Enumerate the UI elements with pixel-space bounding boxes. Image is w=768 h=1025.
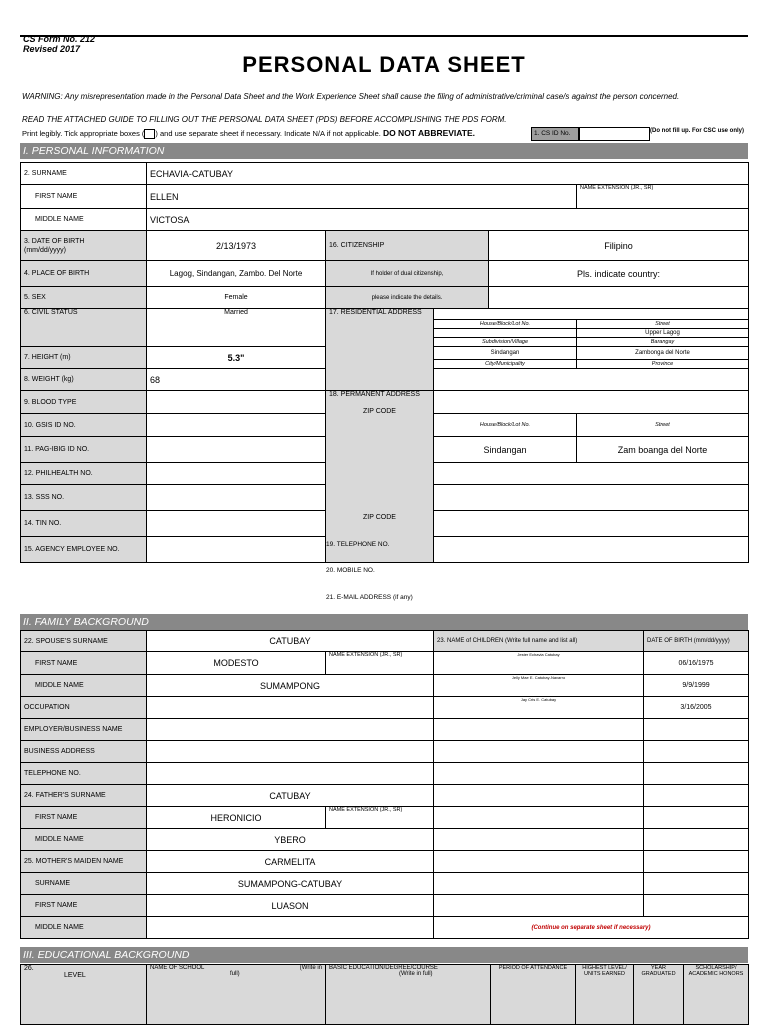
top-border <box>20 35 748 37</box>
permanent-address-label: 18. PERMANENT ADDRESS <box>326 391 434 563</box>
child-5-dob[interactable] <box>644 741 749 763</box>
father-middle-name-field[interactable]: YBERO <box>147 829 434 851</box>
mother-first-name-field[interactable]: LUASON <box>147 895 434 917</box>
child-4-dob[interactable] <box>644 719 749 741</box>
mobile-field[interactable] <box>434 511 749 537</box>
child-2-name[interactable]: Jelly Mae E. Catubay-Navarro <box>434 675 644 697</box>
child-11-dob[interactable] <box>644 873 749 895</box>
cs-id-label: 1. CS ID No. <box>531 127 580 141</box>
employer-label: EMPLOYER/BUSINESS NAME <box>21 719 147 741</box>
edu-highest-header: HIGHEST LEVEL/ UNITS EARNED <box>576 965 634 1025</box>
res-house-value[interactable] <box>434 309 749 320</box>
sss-field[interactable] <box>147 485 326 511</box>
civil-status-field[interactable]: Married <box>147 309 326 347</box>
warning-text: WARNING: Any misrepresentation made in the Personal Data Sheet and the Work Experience Sheet shall cause the filing of administrative/criminal case/s against the person concerned. <box>22 92 680 101</box>
dual-citizenship-note-2: please indicate the details. <box>326 287 489 309</box>
res-subdivision-label: Subdivision/Village <box>434 338 577 347</box>
child-9-name[interactable] <box>434 829 644 851</box>
perm-house-label: House/Block/Lot No. <box>434 414 577 437</box>
agency-employee-label: 15. AGENCY EMPLOYEE NO. <box>21 537 147 563</box>
child-8-name[interactable] <box>434 807 644 829</box>
child-3-dob[interactable]: 3/16/2005 <box>644 697 749 719</box>
spouse-name-extension[interactable]: NAME EXTENSION (JR., SR) <box>326 652 434 675</box>
child-dob-label: DATE OF BIRTH (mm/dd/yyyy) <box>644 631 749 652</box>
middle-name-field[interactable]: VICTOSA <box>147 209 749 231</box>
res-barangay-value[interactable]: Upper Lagog <box>577 329 749 338</box>
edu-write-in: (Write in <box>299 965 322 971</box>
child-9-dob[interactable] <box>644 829 749 851</box>
dob-field[interactable]: 2/13/1973 <box>147 231 326 261</box>
child-4-name[interactable] <box>434 719 644 741</box>
pagibig-field[interactable] <box>147 437 326 463</box>
form-number <box>23 34 95 54</box>
pagibig-label: 11. PAG-IBIG ID NO. <box>21 437 147 463</box>
spouse-middle-name-label: MIDDLE NAME <box>21 675 147 697</box>
father-first-name-label: FIRST NAME <box>21 807 147 829</box>
child-10-name[interactable] <box>434 851 644 873</box>
spouse-surname-field[interactable]: CATUBAY <box>147 631 434 652</box>
edu-course-header <box>326 965 491 1025</box>
father-surname-field[interactable]: CATUBAY <box>147 785 434 807</box>
occupation-label: OCCUPATION <box>21 697 147 719</box>
print-legibly-text <box>22 128 475 139</box>
mother-first-name-label: FIRST NAME <box>21 895 147 917</box>
child-7-name[interactable] <box>434 785 644 807</box>
child-10-dob[interactable] <box>644 851 749 873</box>
edu-period-header: PERIOD OF ATTENDANCE <box>491 965 576 1025</box>
spouse-first-name-label: FIRST NAME <box>21 652 147 675</box>
country-field[interactable]: Pls. indicate country: <box>489 261 749 287</box>
edu-course-text: BASIC EDUCATION/DEGREE/COURSE <box>329 965 438 971</box>
res-house-label: House/Block/Lot No. <box>434 320 577 329</box>
section-educational-background: III. EDUCATIONAL BACKGROUND <box>20 947 748 963</box>
sss-label: 13. SSS NO. <box>21 485 147 511</box>
spouse-middle-name-field[interactable]: SUMAMPONG <box>147 675 434 697</box>
pob-field[interactable]: Lagog, Sindangan, Zambo. Del Norte <box>147 261 326 287</box>
child-1-dob[interactable]: 06/16/1975 <box>644 652 749 675</box>
civil-status-label: 6. CIVIL STATUS <box>21 309 147 347</box>
citizenship-field[interactable]: Filipino <box>489 231 749 261</box>
email-field[interactable] <box>434 537 749 563</box>
child-1-name[interactable]: Jester Echavia Catubay <box>434 652 644 675</box>
child-8-dob[interactable] <box>644 807 749 829</box>
perm-street-label: Street <box>577 414 749 437</box>
mobile-label: 20. MOBILE NO. <box>326 567 375 574</box>
name-extension-field[interactable]: NAME EXTENSION (JR., SR) <box>577 185 749 209</box>
spouse-telephone-label: TELEPHONE NO. <box>21 763 147 785</box>
child-7-dob[interactable] <box>644 785 749 807</box>
pob-label: 4. PLACE OF BIRTH <box>21 261 147 287</box>
child-12-dob[interactable] <box>644 895 749 917</box>
edu-number: 26. <box>24 965 34 972</box>
do-not-abbreviate: DO NOT ABBREVIATE. <box>382 128 476 138</box>
perm-province-value[interactable]: Zam boanga del Norte <box>577 437 749 463</box>
email-label: 21. E-MAIL ADDRESS (if any) <box>326 594 413 601</box>
spouse-surname-label: 22. SPOUSE'S SURNAME <box>21 631 147 652</box>
mother-maiden-label: 25. MOTHER'S MAIDEN NAME <box>21 851 147 873</box>
gsis-field[interactable] <box>147 414 326 437</box>
weight-label: 8. WEIGHT (kg) <box>21 369 147 391</box>
print-legibly-2: ) and use separate sheet if necessary. Indicate N/A if not applicable. <box>155 129 381 138</box>
perm-house-value[interactable] <box>434 391 749 414</box>
dob-format-text: (mm/dd/yyyy) <box>24 246 66 254</box>
section-family-background: II. FAMILY BACKGROUND <box>20 614 748 630</box>
perm-zip-label: ZIP CODE <box>363 514 396 521</box>
child-2-dob[interactable]: 9/9/1999 <box>644 675 749 697</box>
agency-employee-field[interactable] <box>147 537 326 563</box>
sex-field[interactable]: Female <box>147 287 326 309</box>
philhealth-label: 12. PHILHEALTH NO. <box>21 463 147 485</box>
tin-field[interactable] <box>147 511 326 537</box>
blood-type-field[interactable] <box>147 391 326 414</box>
tick-box-sample <box>144 129 155 139</box>
edu-school-text: NAME OF SCHOOL <box>150 965 205 971</box>
page-title: PERSONAL DATA SHEET <box>242 52 526 77</box>
child-3-name[interactable]: Jay Cris E. Catubay <box>434 697 644 719</box>
res-zip-field[interactable] <box>434 369 749 391</box>
edu-school-header <box>147 965 326 1025</box>
father-middle-name-label: MIDDLE NAME <box>21 829 147 851</box>
child-5-name[interactable] <box>434 741 644 763</box>
continue-note: (Continue on separate sheet if necessary) <box>434 917 749 939</box>
occupation-field[interactable] <box>147 697 434 719</box>
education-table <box>20 964 749 1025</box>
citizenship-label: 16. CITIZENSHIP <box>326 231 489 261</box>
child-6-name[interactable] <box>434 763 644 785</box>
res-street-label: Street <box>577 320 749 329</box>
form-no-text: CS Form No. 212 <box>23 34 96 44</box>
mother-surname-label: SURNAME <box>21 873 147 895</box>
father-name-extension[interactable]: NAME EXTENSION (JR., SR) <box>326 807 434 829</box>
res-barangay-label: Barangay <box>577 338 749 347</box>
res-province-label: Province <box>577 360 749 369</box>
family-table <box>20 630 749 939</box>
surname-label: 2. SURNAME <box>21 163 147 185</box>
cs-id-field[interactable] <box>578 127 650 141</box>
first-name-label: FIRST NAME <box>21 185 147 209</box>
father-surname-label: 24. FATHER'S SURNAME <box>21 785 147 807</box>
children-label: 23. NAME of CHILDREN (Write full name and list all) <box>434 631 644 652</box>
mother-middle-name-field[interactable] <box>147 917 434 939</box>
res-city-value[interactable]: Sindangan <box>434 347 577 360</box>
child-6-dob[interactable] <box>644 763 749 785</box>
middle-name-label: MIDDLE NAME <box>21 209 147 231</box>
revised-text: Revised 2017 <box>23 44 81 54</box>
sex-label: 5. SEX <box>21 287 147 309</box>
read-guide-text: READ THE ATTACHED GUIDE TO FILLING OUT THE PERSONAL DATA SHEET (PDS) BEFORE ACCOMPLISHING THE PDS FORM. <box>22 115 507 124</box>
res-city-label: City/Municipality <box>434 360 577 369</box>
perm-city-value[interactable]: Sindangan <box>434 437 577 463</box>
res-zip-label: ZIP CODE <box>363 408 396 415</box>
height-label: 7. HEIGHT (m) <box>21 347 147 369</box>
dob-label-text: 3. DATE OF BIRTH <box>24 237 85 245</box>
section-personal-information: I. PERSONAL INFORMATION <box>20 143 748 159</box>
child-12-name[interactable] <box>434 895 644 917</box>
mother-surname-field[interactable]: SUMAMPONG-CATUBAY <box>147 873 434 895</box>
dual-citizenship-note-1: If holder of dual citizenship, <box>326 261 489 287</box>
edu-full: full) <box>230 971 240 977</box>
mother-middle-name-label: MIDDLE NAME <box>21 917 147 939</box>
residential-address-label: 17. RESIDENTIAL ADDRESS <box>326 309 434 391</box>
tin-label: 14. TIN NO. <box>21 511 147 537</box>
telephone-field[interactable] <box>434 485 749 511</box>
res-subdivision-value[interactable] <box>434 329 577 338</box>
mother-maiden-field[interactable]: CARMELITA <box>147 851 434 873</box>
res-province-value[interactable]: Zambonga del Norte <box>577 347 749 360</box>
telephone-label: 19. TELEPHONE NO. <box>326 541 390 548</box>
weight-field[interactable]: 68 <box>147 369 326 391</box>
perm-zip-field[interactable] <box>434 463 749 485</box>
cs-id-note: (Do not fill up. For CSC use only) <box>650 128 744 134</box>
spouse-telephone-field[interactable] <box>147 763 434 785</box>
child-11-name[interactable] <box>434 873 644 895</box>
father-first-name-field[interactable]: HERONICIO <box>147 807 326 829</box>
dob-label <box>21 231 147 261</box>
gsis-label: 10. GSIS ID NO. <box>21 414 147 437</box>
edu-year-header: YEAR GRADUATED <box>634 965 684 1025</box>
print-legibly-1: Print legibly. Tick appropriate boxes ( <box>22 129 145 138</box>
first-name-field[interactable]: ELLEN <box>147 185 577 209</box>
philhealth-field[interactable] <box>147 463 326 485</box>
spouse-first-name-field[interactable]: MODESTO <box>147 652 326 675</box>
business-address-field[interactable] <box>147 741 434 763</box>
employer-field[interactable] <box>147 719 434 741</box>
edu-level-header <box>21 965 147 1025</box>
personal-info-table <box>20 162 749 563</box>
business-address-label: BUSINESS ADDRESS <box>21 741 147 763</box>
edu-honors-header: SCHOLARSHIP/ ACADEMIC HONORS <box>684 965 749 1025</box>
edu-level-text: LEVEL <box>64 972 86 979</box>
blood-type-label: 9. BLOOD TYPE <box>21 391 147 414</box>
dual-citizenship-details[interactable] <box>489 287 749 309</box>
surname-field[interactable]: ECHAVIA-CATUBAY <box>147 163 749 185</box>
edu-course-write: (Write in full) <box>399 971 433 977</box>
height-field[interactable]: 5.3" <box>147 347 326 369</box>
